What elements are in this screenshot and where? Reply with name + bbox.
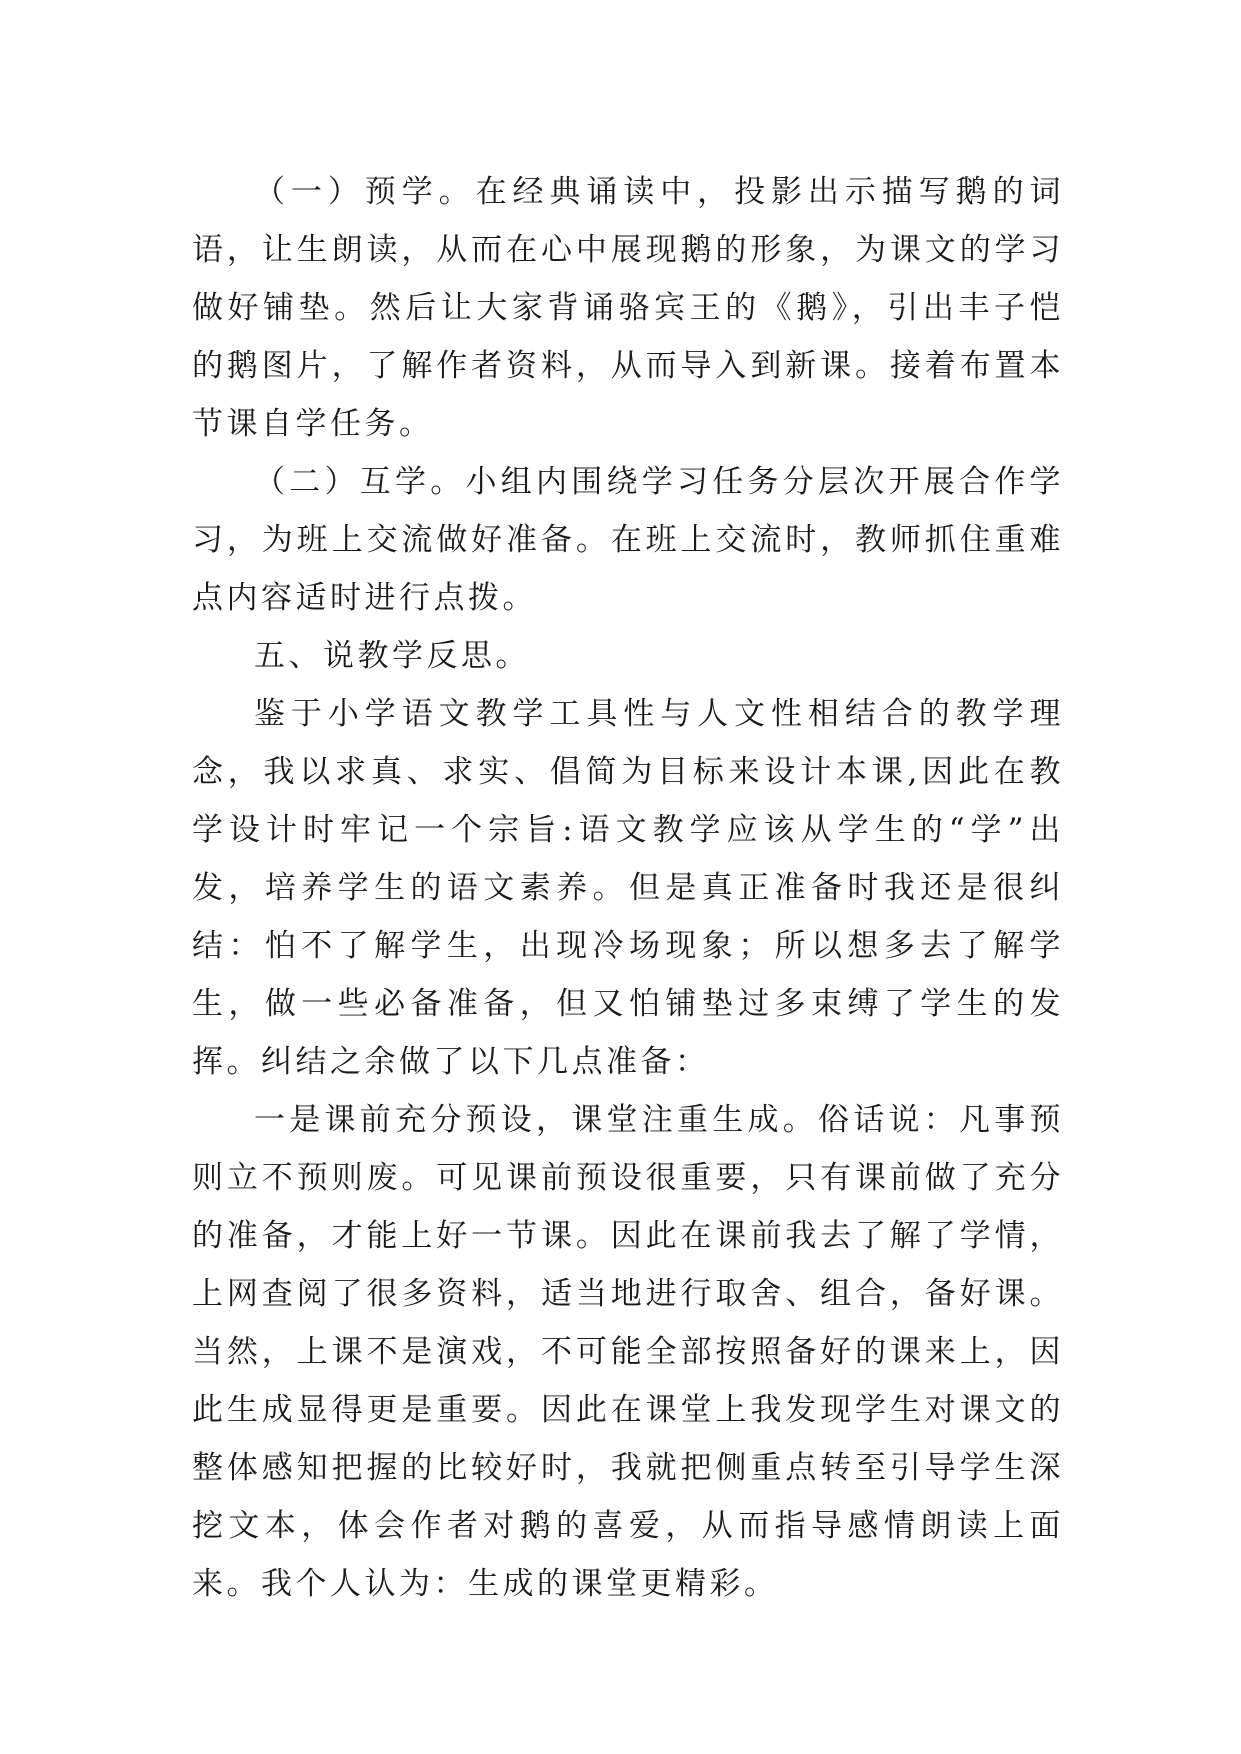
paragraph-preparation-point-one: 一是课前充分预设，课堂注重生成。俗话说：凡事预则立不预则废。可见课前预设很重要，只有课前做了充分的准备，才能上好一节课。因此在课前我去了解了学情，上网查阅了很多资料，适当地进行取舍、组合，备好课。当然，上课不是演戏，不可能全部按照备好的课来上，因此生成显得更是重要。因此在课堂上我发现学生对课文的整体感知把握的比较好时，我就把侧重点转至引导学生深挖文本，体会作者对鹅的喜爱，从而指导感情朗读上面来。我个人认为：生成的课堂更精彩。 xyxy=(192,1102,1064,1602)
section-heading-reflection: 五、说教学反思。 xyxy=(254,638,530,674)
paragraph-mutual-study: （二）互学。小组内围绕学习任务分层次开展合作学习，为班上交流做好准备。在班上交流时，教师抓住重难点内容适时进行点拨。 xyxy=(192,464,1064,616)
paragraph-preview-study: （一）预学。在经典诵读中，投影出示描写鹅的词语，让生朗读，从而在心中展现鹅的形象，为课文的学习做好铺垫。然后让大家背诵骆宾王的《鹅》，引出丰子恺的鹅图片，了解作者资料，从而导入到新课。接着布置本节课自学任务。 xyxy=(192,174,1064,442)
paragraph-reflection: 鉴于小学语文教学工具性与人文性相结合的教学理念，我以求真、求实、倡简为目标来设计本课,因此在教学设计时牢记一个宗旨:语文教学应该从学生的“学”出发，培养学生的语文素养。但是真正准备时我还是很纠结：怕不了解学生，出现冷场现象；所以想多去了解学生，做一些必备准备，但又怕铺垫过多束缚了学生的发挥。纠结之余做了以下几点准备： xyxy=(192,696,1064,1080)
body-text xyxy=(192,163,1064,1613)
